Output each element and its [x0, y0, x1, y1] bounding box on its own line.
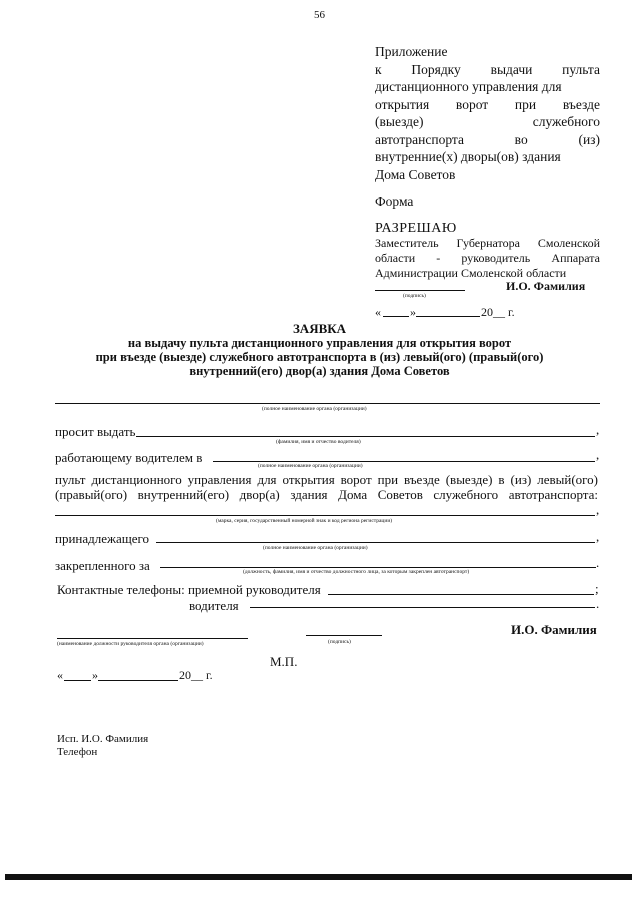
- driver-phone-field[interactable]: [250, 607, 595, 608]
- approval-position-line: Заместитель Губернатора Смоленской: [375, 236, 600, 250]
- driver-employer-label: работающему водителем в: [55, 450, 203, 465]
- form-subtitle-line: на выдачу пульта дистанционного управления для открытия ворот: [127, 336, 512, 350]
- appendix-line: (выезде) служебного: [375, 114, 600, 129]
- assigned-caption: (должность, фамилия, имя и отчество должностного лица, за которым закреплен автотранспорт): [243, 569, 470, 575]
- reception-phone-field[interactable]: [328, 594, 594, 595]
- belongs-field[interactable]: [156, 542, 595, 543]
- organization-caption: (полное наименование органа (организации): [262, 406, 367, 412]
- remote-text-line: пульт дистанционного управления для открытия ворот при въезде (выезде) в (из) левый(ого): [55, 472, 598, 487]
- request-date-mid: »: [92, 668, 98, 682]
- request-date-open: «: [57, 668, 63, 682]
- request-date-year: 20__ г.: [179, 668, 213, 682]
- contacts-label: Контактные телефоны: приемной руководителя: [57, 582, 321, 597]
- driver-name-caption: (фамилия, имя и отчество водителя): [276, 439, 361, 445]
- appendix-line: автотранспорта во (из): [375, 131, 600, 147]
- driver-employer-field[interactable]: [213, 461, 595, 462]
- head-name: И.О. Фамилия: [511, 622, 597, 637]
- executor-label: Исп. И.О. Фамилия: [57, 733, 149, 745]
- belongs-comma: ,: [596, 529, 600, 544]
- approval-day-line[interactable]: [383, 316, 409, 317]
- belongs-caption: (полное наименование органа (организации): [263, 545, 368, 551]
- form-label: Форма: [375, 194, 414, 209]
- approval-date-open: «: [375, 305, 381, 319]
- assigned-period: .: [596, 555, 600, 570]
- organization-field[interactable]: [55, 403, 600, 404]
- assigned-field[interactable]: [160, 567, 596, 568]
- request-label: просит выдать: [55, 424, 136, 439]
- driver-employer-caption: (полное наименование органа (организации): [258, 463, 363, 469]
- driver-employer-comma: ,: [596, 447, 600, 462]
- appendix-block: [375, 43, 600, 183]
- approval-position-line: Администрации Смоленской области: [375, 266, 567, 280]
- approval-position-line: области - руководитель Аппарата: [375, 251, 600, 265]
- approval-date-year: 20__ г.: [481, 305, 515, 319]
- form-title: ЗАЯВКА: [292, 321, 347, 336]
- appendix-line: внутренние(х) дворы(ов) здания: [375, 149, 561, 164]
- appendix-line: открытия ворот при въезде: [375, 96, 600, 112]
- approval-month-line[interactable]: [416, 316, 480, 317]
- remote-text-line: (правый(ого) внутренний(его) двор(а) здания Дома Советов служебного автотранспорта:: [55, 487, 598, 502]
- head-position-caption: (наименование должности руководителя органа (организации): [57, 641, 204, 647]
- head-signature-field[interactable]: [306, 635, 382, 636]
- approval-date-mid: »: [410, 305, 416, 319]
- vehicle-field[interactable]: [55, 515, 595, 516]
- approval-signature-line[interactable]: [375, 290, 465, 291]
- form-subtitle-line: при въезде (выезде) служебного автотранспорта в (из) левый(ого) (правый(ого): [95, 350, 544, 364]
- approval-signature-caption: (подпись): [403, 293, 426, 299]
- appendix-line: Приложение: [375, 44, 448, 59]
- request-month-field[interactable]: [98, 680, 178, 681]
- driver-name-field[interactable]: [136, 436, 595, 437]
- contacts-semicolon: ;: [595, 581, 599, 596]
- stamp-label: М.П.: [270, 654, 298, 669]
- approval-signer-name: И.О. Фамилия: [506, 279, 586, 293]
- executor-phone-label: Телефон: [57, 746, 98, 758]
- page-number: 56: [314, 9, 325, 21]
- appendix-line: дистанционного управления для: [375, 79, 562, 94]
- appendix-line: Дома Советов: [375, 166, 456, 182]
- vehicle-comma: ,: [596, 502, 600, 517]
- approval-title: РАЗРЕШАЮ: [375, 221, 457, 236]
- belongs-label: принадлежащего: [55, 531, 150, 546]
- approval-position: [375, 236, 600, 281]
- head-position-field[interactable]: [57, 638, 248, 639]
- driver-phone-label: водителя: [189, 598, 239, 613]
- contacts-period: .: [596, 596, 600, 611]
- request-day-field[interactable]: [64, 680, 91, 681]
- head-signature-caption: (подпись): [328, 639, 351, 645]
- form-subtitle-line: внутренний(его) двор(а) здания Дома Советов: [189, 364, 450, 378]
- vehicle-caption: (марка, серия, государственный номерной знак и код региона регистрации): [216, 518, 393, 524]
- bottom-border-bar: [5, 874, 632, 880]
- assigned-label: закрепленного за: [55, 558, 150, 573]
- appendix-line: к Порядку выдачи пульта: [375, 61, 600, 77]
- request-comma: ,: [596, 422, 600, 437]
